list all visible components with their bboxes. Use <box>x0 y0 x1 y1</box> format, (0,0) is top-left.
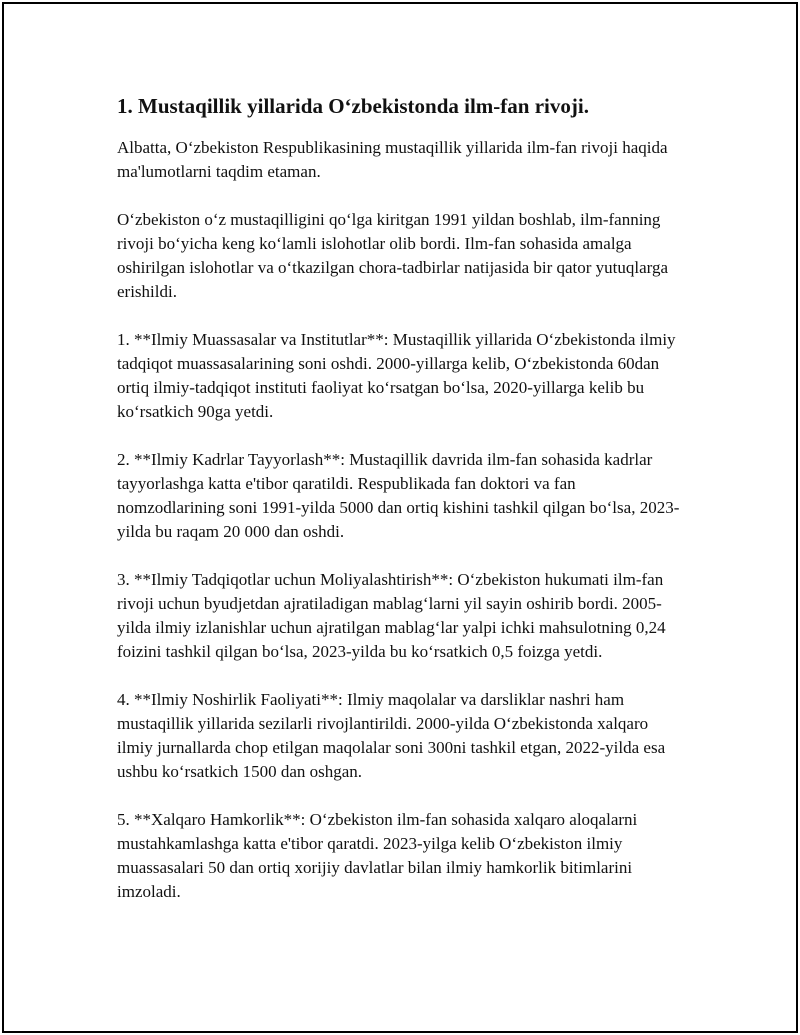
document-title: 1. Mustaqillik yillarida O‘zbekistonda ilm-fan rivoji. <box>117 94 589 118</box>
point-cooperation-paragraph: 5. **Xalqaro Hamkorlik**: O‘zbekiston ilm-fan sohasida xalqaro aloqalarni mustahkamlashga katta e'tibor qaratdi. 2023-yilga kelib O‘zbekiston ilmiy muassasalari 50 dan ortiq xorijiy davlatlar bilan ilmiy hamkorlik bitimlarini imzoladi. <box>117 810 638 901</box>
point-personnel-paragraph: 2. **Ilmiy Kadrlar Tayyorlash**: Mustaqillik davrida ilm-fan sohasida kadrlar tayyorlashga katta e'tibor qaratildi. Respublikada fan doktori va fan nomzodlarining soni 1991-yilda 5000 dan ortiq kishini tashkil qilgan bo‘lsa, 2023-yilda bu raqam 20 000 dan oshdi. <box>117 450 680 541</box>
document-body <box>117 92 687 928</box>
point-publishing-paragraph: 4. **Ilmiy Noshirlik Faoliyati**: Ilmiy maqolalar va darsliklar nashri ham mustaqillik yillarida sezilarli rivojlantirildi. 2000-yilda O‘zbekistonda xalqaro ilmiy jurnallarda chop etilgan maqolalar soni 300ni tashkil etgan, 2022-yilda esa ushbu ko‘rsatkich 1500 dan oshgan. <box>117 690 666 781</box>
intro-paragraph: Albatta, O‘zbekiston Respublikasining mustaqillik yillarida ilm-fan rivoji haqida ma'lumotlarni taqdim etaman. <box>117 138 668 181</box>
point-institutions-paragraph: 1. **Ilmiy Muassasalar va Institutlar**: Mustaqillik yillarida O‘zbekistonda ilmiy tadqiqot muassasalarining soni oshdi. 2000-yillarga kelib, O‘zbekistonda 60dan ortiq ilmiy-tadqiqot instituti faoliyat ko‘rsatgan bo‘lsa, 2020-yillarga kelib bu ko‘rsatkich 90ga yetdi. <box>117 330 676 421</box>
context-paragraph: O‘zbekiston o‘z mustaqilligini qo‘lga kiritgan 1991 yildan boshlab, ilm-fanning rivoji bo‘yicha keng ko‘lamli islohotlar olib bordi. Ilm-fan sohasida amalga oshirilgan islohotlar va o‘tkazilgan chora-tadbirlar natijasida bir qator yutuqlarga erishildi. <box>117 210 669 301</box>
point-funding-paragraph: 3. **Ilmiy Tadqiqotlar uchun Moliyalashtirish**: O‘zbekiston hukumati ilm-fan rivoji uchun byudjetdan ajratiladigan mablag‘larni yil sayin oshirib bordi. 2005-yilda ilmiy izlanishlar uchun ajratilgan mablag‘lar yalpi ichki mahsulotning 0,24 foizini tashkil qilgan bo‘lsa, 2023-yilda bu ko‘rsatkich 0,5 foizga yetdi. <box>117 570 666 661</box>
